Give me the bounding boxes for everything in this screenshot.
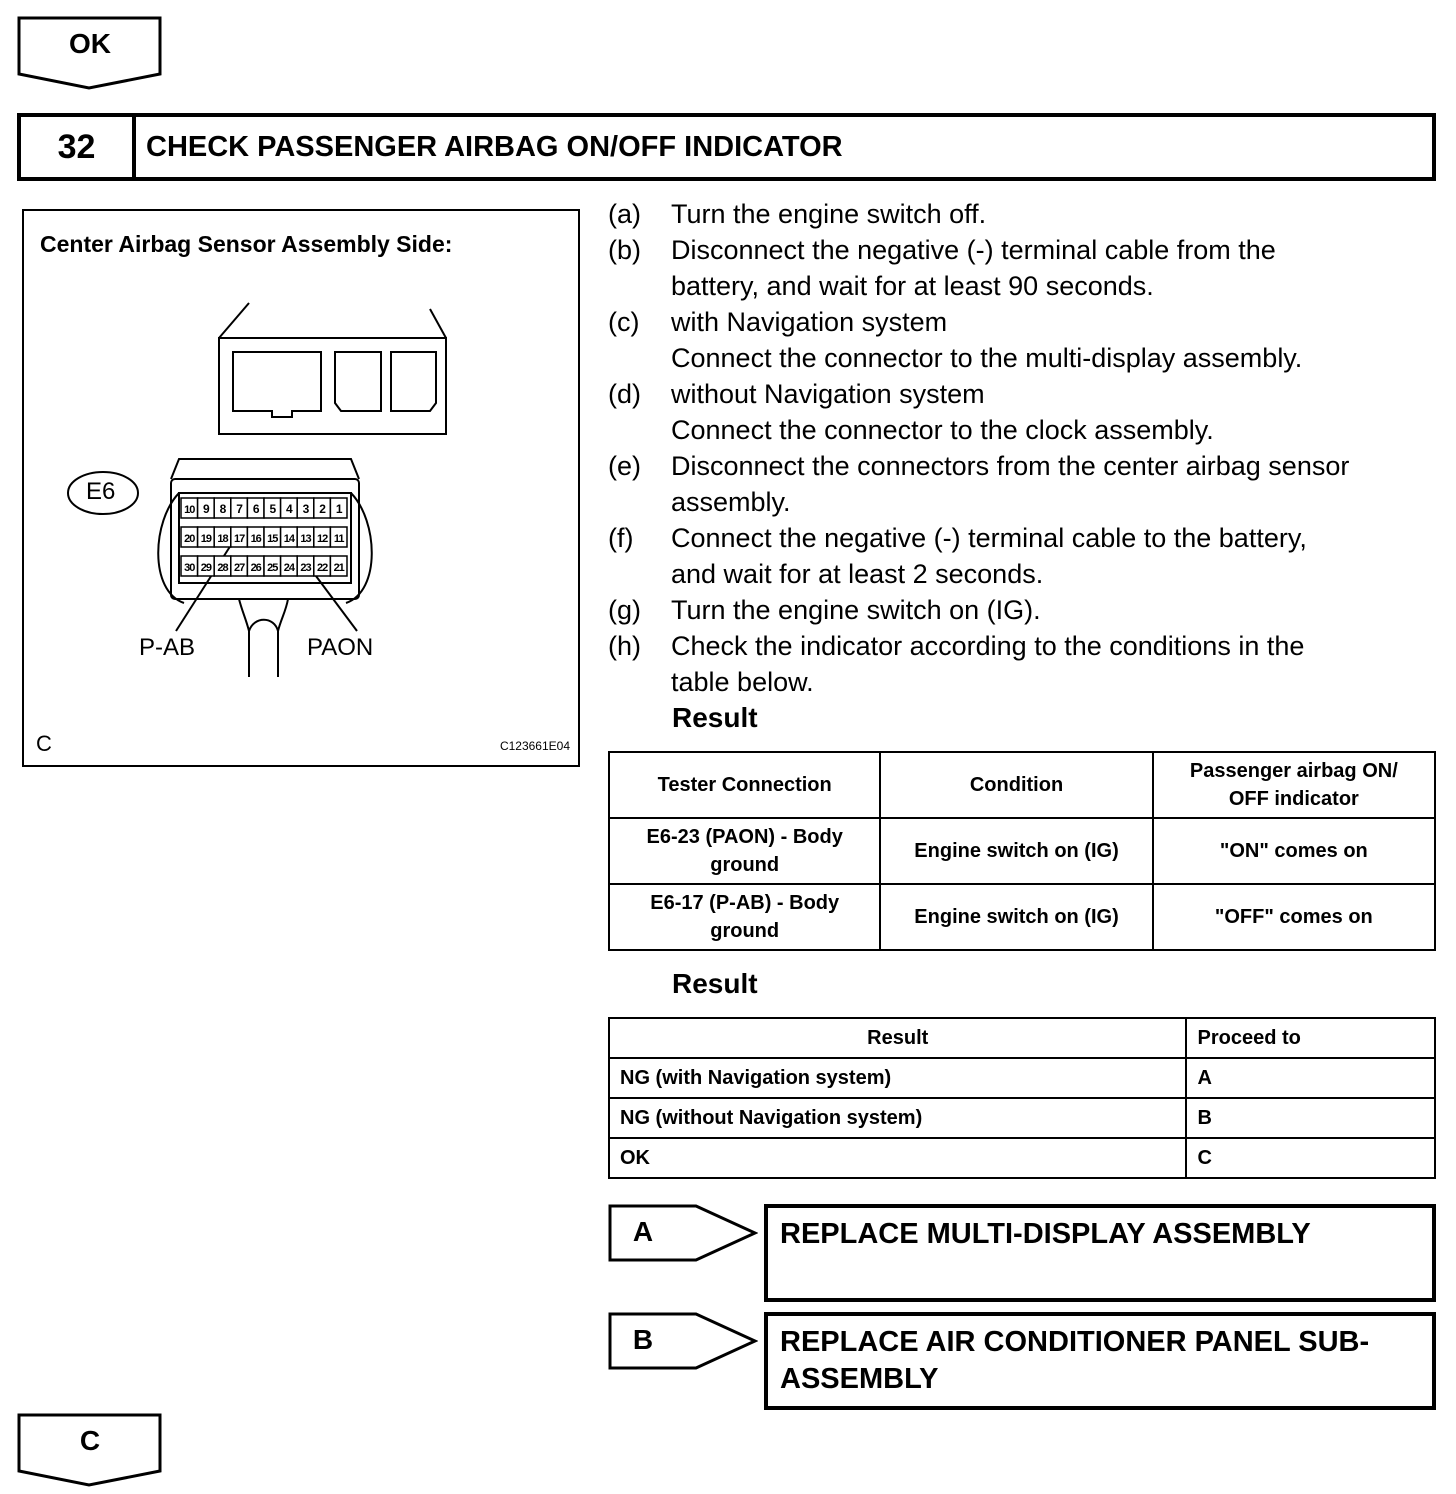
step-title: CHECK PASSENGER AIRBAG ON/OFF INDICATOR <box>146 130 843 163</box>
table-cell: B <box>1186 1098 1435 1138</box>
pin-number: 12 <box>316 533 328 545</box>
table-cell: OK <box>609 1138 1186 1178</box>
pin-number: 3 <box>302 502 309 516</box>
pin-number: 13 <box>300 533 311 545</box>
instruction-line <box>608 232 1443 268</box>
instruction-line <box>608 448 1443 484</box>
pin-number: 15 <box>267 533 278 545</box>
c-arrow-tag <box>17 1413 163 1487</box>
table-header: Condition <box>880 752 1152 818</box>
table-header: Proceed to <box>1186 1018 1435 1058</box>
outcome-b-letter: B <box>632 1324 654 1355</box>
result-heading-1: Result <box>672 702 758 733</box>
instruction-text: Connect the connector to the multi-display assembly. <box>671 343 1303 373</box>
instruction-text: Check the indicator according to the conditions in the <box>671 631 1305 661</box>
pin-number: 30 <box>184 562 195 574</box>
instruction-line <box>608 412 1443 448</box>
instruction-key <box>608 664 671 700</box>
table-cell: C <box>1186 1138 1435 1178</box>
pin-number: 20 <box>184 533 195 545</box>
pin-number: 27 <box>233 562 245 574</box>
table-cell: "OFF" comes on <box>1153 884 1435 950</box>
instruction-key: (a) <box>608 199 641 229</box>
instruction-text: Connect the negative (-) terminal cable to the battery, <box>671 523 1307 553</box>
table-cell: E6-17 (P-AB) - Body ground <box>609 884 880 950</box>
instruction-line <box>608 484 1443 520</box>
step-number: 32 <box>21 117 136 177</box>
table-cell: E6-23 (PAON) - Body ground <box>609 818 880 884</box>
table-cell: NG (without Navigation system) <box>609 1098 1186 1138</box>
instruction-key: (h) <box>608 631 641 661</box>
instruction-key <box>608 556 671 592</box>
c-tag-label: C <box>79 1425 101 1456</box>
pin-number: 8 <box>219 502 226 516</box>
instruction-line <box>608 376 1443 412</box>
figure-code: C123661E04 <box>499 739 570 753</box>
table-row <box>609 818 1435 884</box>
table-cell: A <box>1186 1058 1435 1098</box>
pin-number: 25 <box>267 562 278 574</box>
pin-number: 17 <box>233 533 245 545</box>
ok-tag-label: OK <box>69 28 111 59</box>
pin-number: 16 <box>250 533 261 545</box>
figure-corner-letter: C <box>36 731 52 756</box>
pin-number: 5 <box>269 502 276 516</box>
instruction-line <box>608 628 1443 664</box>
outcome-b-box <box>764 1312 1436 1410</box>
pin-number: 22 <box>316 562 328 574</box>
outcome-a-box <box>764 1204 1436 1302</box>
instruction-line <box>608 304 1443 340</box>
pin-number: 21 <box>333 562 344 574</box>
pin-number: 14 <box>283 533 295 545</box>
pin-number: 28 <box>217 562 228 574</box>
instruction-text: Connect the connector to the clock assembly. <box>671 415 1214 445</box>
instruction-line <box>608 556 1443 592</box>
instruction-line <box>608 196 1443 232</box>
table-cell: "ON" comes on <box>1153 818 1435 884</box>
outcome-a-tag <box>608 1204 758 1262</box>
outcome-a-text: REPLACE MULTI-DISPLAY ASSEMBLY <box>780 1218 1311 1250</box>
connector-code-label: E6 <box>86 478 116 505</box>
instruction-text: with Navigation system <box>671 307 948 337</box>
pin-number: 7 <box>236 502 242 516</box>
instruction-text: assembly. <box>671 487 791 517</box>
instruction-text: Turn the engine switch on (IG). <box>671 595 1041 625</box>
pin-number: 23 <box>300 562 311 574</box>
result-heading-2: Result <box>672 968 758 999</box>
instruction-key <box>608 484 671 520</box>
pin-number: 11 <box>333 533 344 545</box>
pin-number: 10 <box>184 504 195 516</box>
instruction-line <box>608 268 1443 304</box>
pin-number: 1 <box>335 502 342 516</box>
table-row <box>609 1138 1435 1178</box>
table-cell: NG (with Navigation system) <box>609 1058 1186 1098</box>
instruction-key: (g) <box>608 595 641 625</box>
pin-grid <box>181 498 347 576</box>
pin-number: 29 <box>200 562 212 574</box>
instruction-key: (c) <box>608 307 640 337</box>
instruction-list <box>608 196 1443 700</box>
instruction-text: Disconnect the connectors from the center airbag sensor <box>671 451 1350 481</box>
table-cell: Engine switch on (IG) <box>880 884 1152 950</box>
ok-arrow-tag <box>17 16 163 90</box>
pin-number: 19 <box>200 533 212 545</box>
table-row <box>609 1098 1435 1138</box>
instruction-text: and wait for at least 2 seconds. <box>671 559 1044 589</box>
table-header: Tester Connection <box>609 752 880 818</box>
instruction-line <box>608 664 1443 700</box>
instruction-key: (e) <box>608 451 641 481</box>
table-row <box>609 1058 1435 1098</box>
instruction-line <box>608 592 1443 628</box>
instruction-key <box>608 340 671 376</box>
instruction-key <box>608 268 671 304</box>
instruction-text: battery, and wait for at least 90 seconds. <box>671 271 1154 301</box>
connector-figure <box>22 209 580 767</box>
pin-number: 26 <box>250 562 261 574</box>
instruction-text: table below. <box>671 667 814 697</box>
pin-number: 24 <box>283 562 295 574</box>
figure-title: Center Airbag Sensor Assembly Side: <box>40 231 453 257</box>
instruction-text: without Navigation system <box>671 379 985 409</box>
pab-label: P-AB <box>139 634 196 661</box>
pin-number: 6 <box>252 502 259 516</box>
pin-number: 2 <box>319 502 325 516</box>
table-header: Passenger airbag ON/ OFF indicator <box>1153 752 1435 818</box>
instruction-line <box>608 520 1443 556</box>
instruction-text: Disconnect the negative (-) terminal cable from the <box>671 235 1276 265</box>
instruction-key: (d) <box>608 379 641 409</box>
pin-number: 4 <box>286 502 292 516</box>
tester-table <box>608 751 1436 951</box>
table-row <box>609 884 1435 950</box>
instruction-line <box>608 340 1443 376</box>
instruction-key <box>608 412 671 448</box>
pin-number: 9 <box>203 502 209 516</box>
instruction-text: Turn the engine switch off. <box>671 199 987 229</box>
instruction-key: (b) <box>608 235 641 265</box>
result-table <box>608 1017 1436 1179</box>
table-header: Result <box>609 1018 1186 1058</box>
outcome-b-text: REPLACE AIR CONDITIONER PANEL SUB- ASSEMBLY <box>780 1326 1370 1395</box>
step-header <box>17 113 1436 181</box>
pin-number: 18 <box>217 533 228 545</box>
table-cell: Engine switch on (IG) <box>880 818 1152 884</box>
outcome-a-letter: A <box>632 1216 654 1247</box>
outcome-b-tag <box>608 1312 758 1370</box>
paon-label: PAON <box>307 634 374 661</box>
instruction-key: (f) <box>608 523 634 553</box>
